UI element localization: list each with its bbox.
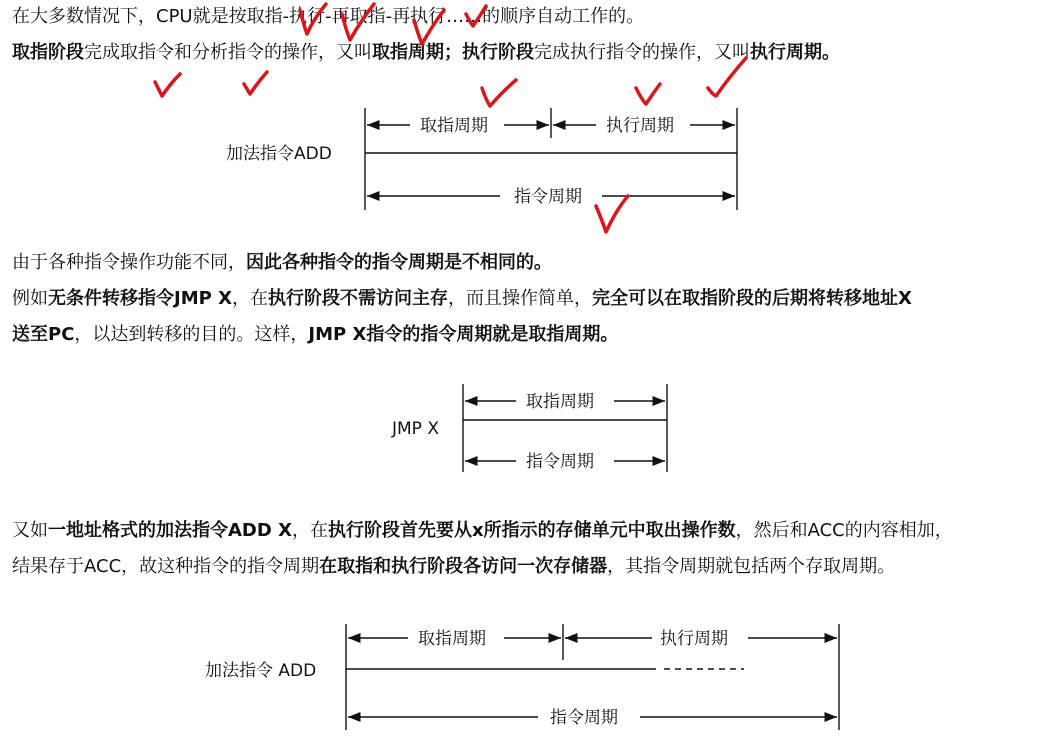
bold-phrase: 一地址格式的加法指令ADD X xyxy=(48,520,292,541)
text-run: 由于各种指令操作功能不同， xyxy=(12,252,246,273)
bold-phrase: 无条件转移指令JMP X xyxy=(48,288,232,309)
instruction-label: 加法指令ADD xyxy=(226,144,332,164)
text-run: 又如 xyxy=(12,520,48,541)
bold-phrase: 送至PC xyxy=(12,324,75,345)
intro-paragraph: 在大多数情况下，CPU就是按取指-执行-再取指-再执行……的顺序自动工作的。 xyxy=(12,6,645,27)
check-mark-icon xyxy=(596,196,628,232)
check-mark-icon xyxy=(342,4,374,40)
text-run: 例如 xyxy=(12,288,48,309)
check-mark-icon xyxy=(244,72,267,94)
bold-phrase: 完全可以在取指阶段的后期将转移地址X xyxy=(591,288,912,309)
check-mark-icon xyxy=(708,58,746,96)
text-run: ，其指令周期就包括两个存取周期。 xyxy=(607,556,896,577)
text-run: ，在 xyxy=(291,520,328,541)
check-mark-icon xyxy=(466,6,486,26)
check-mark-icon xyxy=(155,74,180,96)
jmp-instruction-diagram xyxy=(391,384,667,472)
text-run: 完成取指令和分析指令的操作，又叫 xyxy=(84,42,372,63)
add-x-instruction-diagram xyxy=(205,624,839,730)
text-run: ，在 xyxy=(231,288,268,309)
fetch-cycle-label: 取指周期 xyxy=(526,392,594,412)
fetch-cycle-label: 取指周期 xyxy=(420,116,488,136)
bold-phrase: 执行阶段首先要从x所指示的存储单元中取出操作数 xyxy=(327,520,736,541)
bold-phrase: 取指阶段 xyxy=(12,42,84,63)
exec-cycle-label: 执行周期 xyxy=(606,116,674,136)
text-run: 结果存于ACC，故这种指令的指令周期 xyxy=(12,556,320,577)
check-mark-icon xyxy=(414,10,444,44)
instruction-cycle-label: 指令周期 xyxy=(526,452,594,472)
instruction-label: JMP X xyxy=(392,419,439,439)
bold-phrase: JMP X指令的指令周期就是取指周期。 xyxy=(308,324,619,345)
instruction-cycle-label: 指令周期 xyxy=(514,187,582,207)
check-mark-icon xyxy=(482,80,516,106)
instruction-cycle-label: 指令周期 xyxy=(550,708,618,728)
bold-phrase: 因此各种指令的指令周期是不相同的。 xyxy=(246,252,552,273)
text-run: ，以达到转移的目的。这样， xyxy=(74,324,309,345)
bold-phrase: 执行周期。 xyxy=(750,42,840,63)
instruction-label: 加法指令 ADD xyxy=(205,661,317,681)
text-run: 完成执行指令的操作，又叫 xyxy=(534,42,750,63)
bold-phrase: 在取指和执行阶段各访问一次存储器 xyxy=(319,556,608,577)
check-mark-icon xyxy=(636,84,660,104)
text-run: ，而且操作简单， xyxy=(447,288,592,309)
text-run: ，然后和ACC的内容相加， xyxy=(735,520,953,541)
bold-phrase: 执行阶段不需访问主存 xyxy=(267,288,448,309)
fetch-cycle-label: 取指周期 xyxy=(418,629,486,649)
add-instruction-diagram xyxy=(226,108,737,210)
exec-cycle-label: 执行周期 xyxy=(660,629,728,649)
bold-phrase: 取指周期；执行阶段 xyxy=(372,42,534,63)
check-mark-icon xyxy=(300,4,326,34)
